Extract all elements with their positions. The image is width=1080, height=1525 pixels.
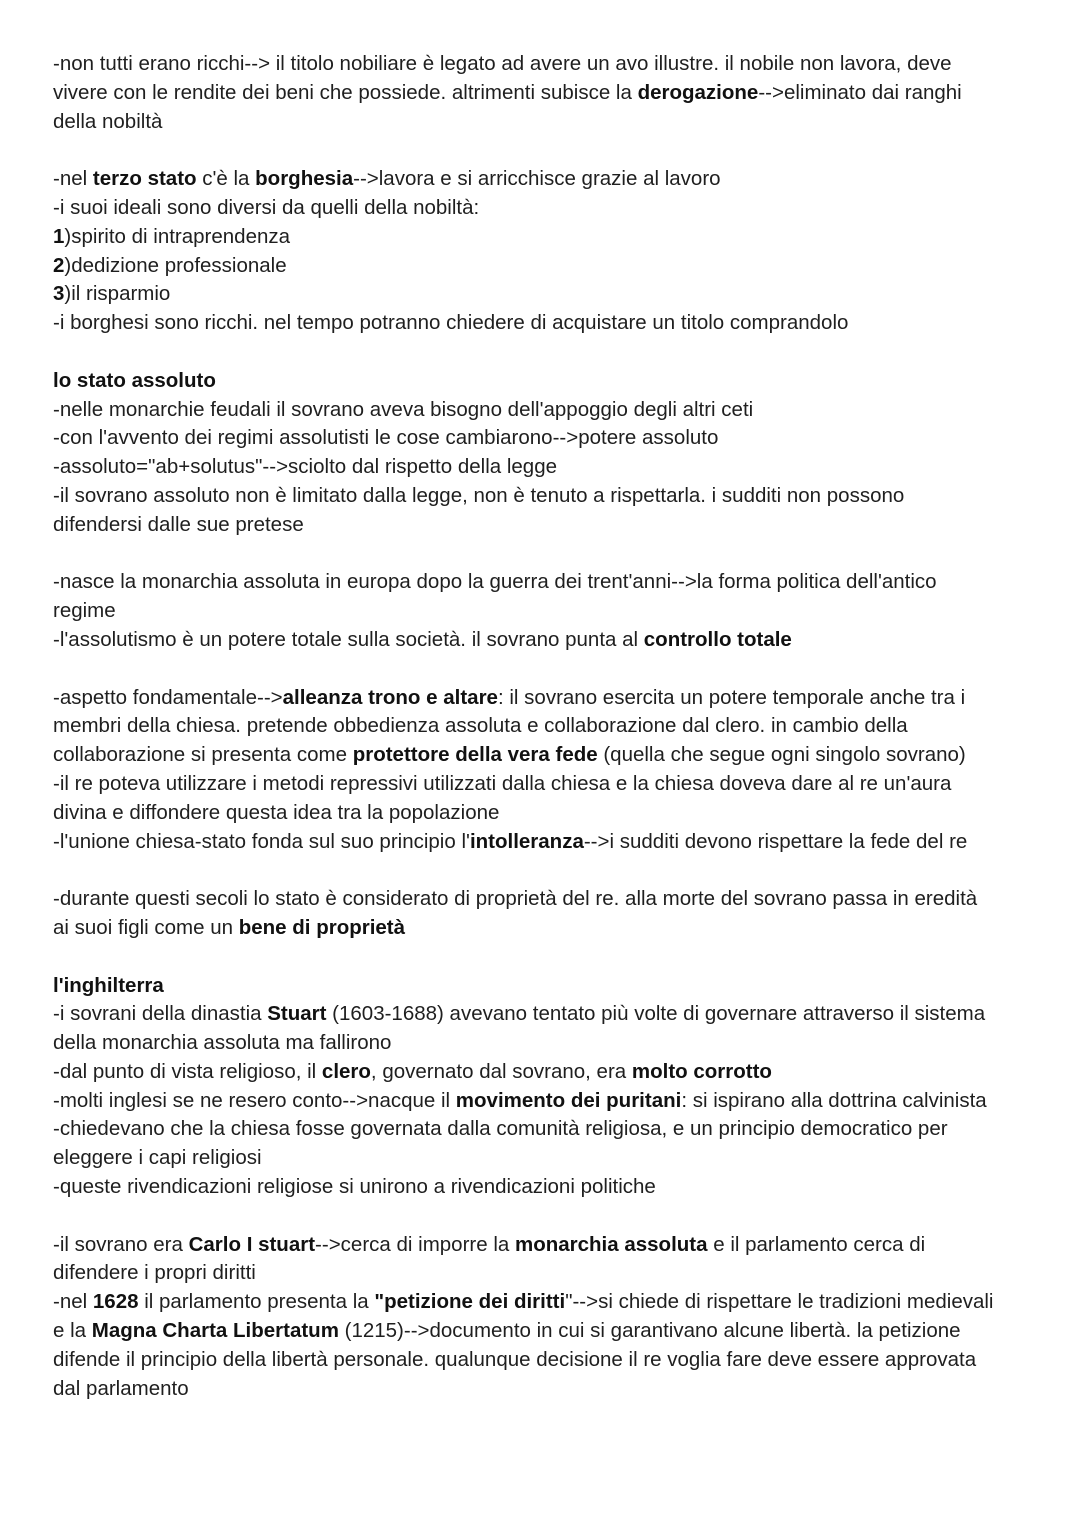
- text-line: [53, 396, 1053, 425]
- text-line: [53, 1115, 1053, 1144]
- text-span: -->i sudditi devono rispettare la fede del re: [583, 829, 968, 853]
- text-span: -il sovrano assoluto non è limitato dalla legge, non è tenuto a rispettarla. i sudditi non possono: [53, 483, 905, 507]
- paragraph-gap: [53, 856, 1053, 885]
- text-line: [53, 280, 1053, 309]
- bold-text: Carlo I stuart: [188, 1232, 316, 1256]
- text-line: [53, 684, 1053, 713]
- text-span: eleggere i capi religiosi: [53, 1146, 262, 1170]
- text-span: (quella che segue ogni singolo sovrano): [597, 743, 966, 767]
- text-span: difendersi dalle sue pretese: [53, 512, 304, 536]
- text-line: [53, 511, 1053, 540]
- text-span: "-->si chiede di rispettare le tradizioni medievali: [565, 1290, 994, 1314]
- text-span: difendere i propri diritti: [53, 1261, 256, 1285]
- text-span: -dal punto di vista religioso, il: [53, 1059, 322, 1083]
- text-line: [53, 885, 1053, 914]
- text-line: [53, 1259, 1053, 1288]
- text-span: ai suoi figli come un: [53, 915, 239, 939]
- text-line: [53, 50, 1053, 79]
- text-line: [53, 1144, 1053, 1173]
- text-span: -l'unione chiesa-stato fonda sul suo principio l': [53, 829, 470, 853]
- bold-text: lo stato assoluto: [53, 368, 216, 392]
- text-line: [53, 972, 1053, 1001]
- text-line: [53, 914, 1053, 943]
- text-span: difende il principio della libertà personale. qualunque decisione il re voglia fare deve essere approvata: [53, 1347, 977, 1371]
- text-span: -i suoi ideali sono diversi da quelli della nobiltà:: [53, 195, 480, 219]
- bold-text: 2: [53, 253, 65, 277]
- bold-text: bene di proprietà: [238, 915, 406, 939]
- text-span: -assoluto="ab+solutus"-->sciolto dal rispetto della legge: [53, 455, 558, 479]
- text-line: [53, 79, 1053, 108]
- text-span: della monarchia assoluta ma fallirono: [53, 1031, 392, 1055]
- text-span: )dedizione professionale: [64, 253, 287, 277]
- bold-text: clero: [321, 1059, 371, 1083]
- text-span: -con l'avvento dei regimi assolutisti le cose cambiarono-->potere assoluto: [53, 426, 719, 450]
- text-line: [53, 1087, 1053, 1116]
- paragraph-gap: [53, 338, 1053, 367]
- text-span: : si ispirano alla dottrina calvinista: [681, 1088, 987, 1112]
- text-span: collaborazione si presenta come: [53, 743, 353, 767]
- text-line: [53, 482, 1053, 511]
- bold-text: molto corrotto: [631, 1059, 772, 1083]
- text-span: (1215)-->documento in cui si garantivano alcune libertà. la petizione: [338, 1319, 961, 1343]
- text-span: -nelle monarchie feudali il sovrano aveva bisogno dell'appoggio degli altri ceti: [53, 397, 754, 421]
- text-line: [53, 194, 1053, 223]
- text-span: c'è la: [196, 167, 256, 191]
- text-line: [53, 770, 1053, 799]
- text-span: divina e diffondere questa idea tra la popolazione: [53, 800, 500, 824]
- text-span: -chiedevano che la chiesa fosse governata dalla comunità religiosa, e un principio democratico per: [53, 1117, 948, 1141]
- text-span: il parlamento presenta la: [138, 1290, 375, 1314]
- bold-text: derogazione: [637, 80, 759, 104]
- text-span: -i sovrani della dinastia: [53, 1002, 268, 1026]
- paragraph-gap: [53, 540, 1053, 569]
- text-span: vivere con le rendite dei beni che possiede. altrimenti subisce la: [53, 80, 638, 104]
- text-span: membri della chiesa. pretende obbedienza assoluta e collaborazione dal clero. in cambio della: [53, 714, 908, 738]
- text-line: [53, 712, 1053, 741]
- text-line: [53, 223, 1053, 252]
- text-line: [53, 108, 1053, 137]
- text-line: [53, 252, 1053, 281]
- text-span: , governato dal sovrano, era: [370, 1059, 632, 1083]
- text-span: della nobiltà: [53, 109, 163, 133]
- paragraph-gap: [53, 943, 1053, 972]
- text-span: -->cerca di imporre la: [315, 1232, 515, 1256]
- document-body: [53, 50, 1053, 1403]
- text-line: [53, 1317, 1053, 1346]
- text-span: -aspetto fondamentale-->: [53, 685, 283, 709]
- bold-text: Stuart: [267, 1002, 327, 1026]
- text-span: -->eliminato dai ranghi: [758, 80, 962, 104]
- text-line: [53, 1375, 1053, 1404]
- text-line: [53, 1029, 1053, 1058]
- bold-text: intolleranza: [469, 829, 584, 853]
- bold-text: l'inghilterra: [53, 973, 164, 997]
- paragraph-gap: [53, 1202, 1053, 1231]
- text-span: )spirito di intraprendenza: [64, 224, 291, 248]
- text-line: [53, 1058, 1053, 1087]
- bold-text: "petizione dei diritti: [374, 1290, 566, 1314]
- text-line: [53, 626, 1053, 655]
- text-span: dal parlamento: [53, 1376, 189, 1400]
- text-line: [53, 453, 1053, 482]
- text-span: -l'assolutismo è un potere totale sulla società. il sovrano punta al: [53, 627, 644, 651]
- text-line: [53, 309, 1053, 338]
- bold-text: protettore della vera fede: [352, 743, 598, 767]
- text-line: [53, 1231, 1053, 1260]
- bold-text: terzo stato: [92, 167, 197, 191]
- text-span: -non tutti erano ricchi--> il titolo nobiliare è legato ad avere un avo illustre. il nobile non lavora, deve: [53, 52, 952, 75]
- bold-text: monarchia assoluta: [514, 1232, 708, 1256]
- paragraph-gap: [53, 655, 1053, 684]
- text-line: [53, 597, 1053, 626]
- text-span: e la: [53, 1319, 92, 1343]
- paragraph-gap: [53, 136, 1053, 165]
- text-span: -i borghesi sono ricchi. nel tempo potranno chiedere di acquistare un titolo comprandolo: [53, 311, 849, 335]
- bold-text: 1: [53, 224, 65, 248]
- bold-text: Magna Charta Libertatum: [91, 1319, 339, 1343]
- text-span: -queste rivendicazioni religiose si unirono a rivendicazioni politiche: [53, 1175, 656, 1199]
- bold-text: alleanza trono e altare: [282, 685, 498, 709]
- text-line: [53, 367, 1053, 396]
- text-line: [53, 828, 1053, 857]
- bold-text: movimento dei puritani: [455, 1088, 682, 1112]
- bold-text: controllo totale: [643, 627, 792, 651]
- bold-text: borghesia: [255, 167, 354, 191]
- text-line: [53, 741, 1053, 770]
- text-span: -nel: [53, 167, 93, 191]
- text-span: -molti inglesi se ne resero conto-->nacque il: [53, 1088, 456, 1112]
- text-span: -il re poteva utilizzare i metodi repressivi utilizzati dalla chiesa e la chiesa doveva dare al re un'aura: [53, 771, 952, 795]
- text-span: e il parlamento cerca di: [707, 1232, 926, 1256]
- text-span: -nasce la monarchia assoluta in europa dopo la guerra dei trent'anni-->la forma politica dell'antico: [53, 570, 937, 594]
- text-line: [53, 165, 1053, 194]
- text-line: [53, 1288, 1053, 1317]
- text-line: [53, 799, 1053, 828]
- text-span: -il sovrano era: [53, 1232, 189, 1256]
- text-span: -durante questi secoli lo stato è considerato di proprietà del re. alla morte del sovrano passa in eredità: [53, 887, 978, 911]
- text-span: : il sovrano esercita un potere temporale anche tra i: [497, 685, 966, 709]
- text-span: -->lavora e si arricchisce grazie al lavoro: [353, 167, 721, 191]
- text-line: [53, 1000, 1053, 1029]
- text-span: regime: [53, 599, 116, 623]
- bold-text: 3: [53, 282, 65, 306]
- text-span: (1603-1688) avevano tentato più volte di governare attraverso il sistema: [326, 1002, 986, 1026]
- bold-text: 1628: [92, 1290, 139, 1314]
- text-span: -nel: [53, 1290, 93, 1314]
- text-line: [53, 424, 1053, 453]
- text-span: )il risparmio: [64, 282, 171, 306]
- text-line: [53, 1346, 1053, 1375]
- text-line: [53, 1173, 1053, 1202]
- text-line: [53, 568, 1053, 597]
